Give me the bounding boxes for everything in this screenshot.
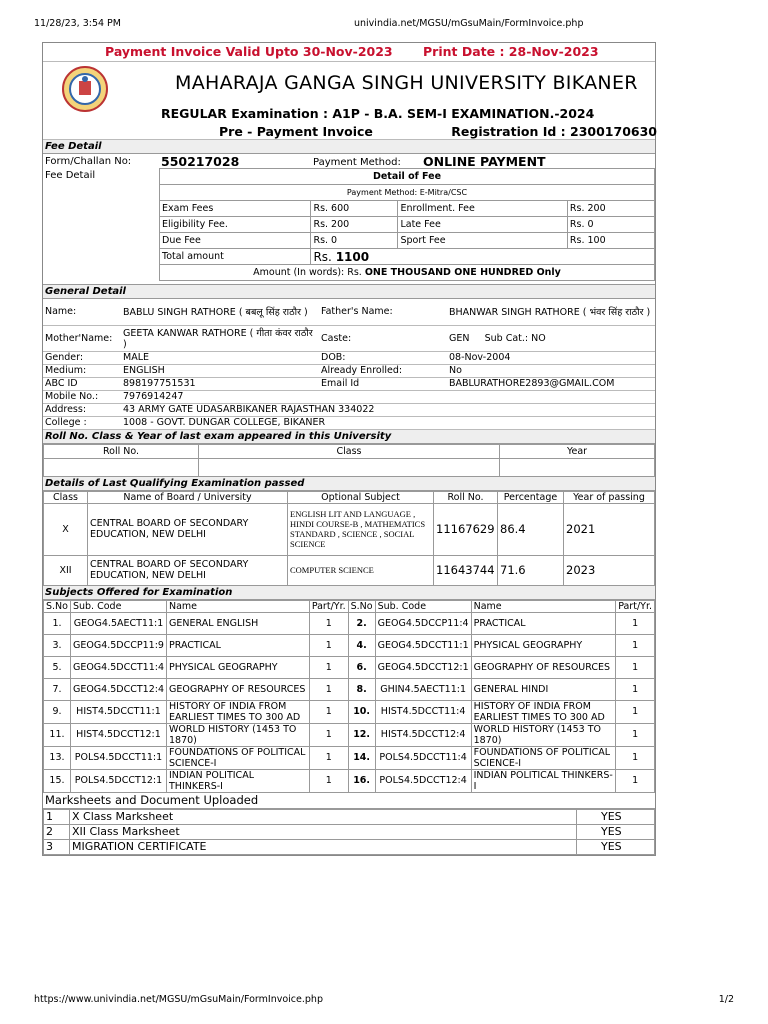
subject-sub-name: GEOGRAPHY OF RESOURCES — [167, 678, 310, 700]
subject-sno: 8. — [348, 678, 375, 700]
footer-url: https://www.univindia.net/MGSU/mGsuMain/FormInvoice.php — [34, 994, 323, 1005]
subject-part-yr: 1 — [616, 634, 655, 656]
year-header: Year — [500, 444, 655, 458]
subject-sub-code: HIST4.5DCCT12:1 — [70, 723, 166, 746]
subject-sub-code: POLS4.5DCCT12:1 — [70, 769, 166, 792]
college-label: College : — [43, 416, 121, 429]
doc-number: 1 — [44, 809, 70, 824]
subject-row — [44, 678, 655, 700]
subject-sno: 11. — [44, 723, 71, 746]
roll-header: Roll No. — [44, 444, 199, 458]
fee-box-title: Detail of Fee — [160, 169, 655, 185]
q-subject: ENGLISH LIT AND LANGUAGE , HINDI COURSE-B , MATHEMATICS STANDARD , SCIENCE , SOCIAL SCIENCE — [288, 503, 434, 555]
enrolled-label: Already Enrolled: — [319, 364, 447, 377]
gender: MALE — [121, 351, 319, 364]
sub-header: Part/Yr. — [309, 600, 348, 612]
subject-sub-name: PHYSICAL GEOGRAPHY — [167, 656, 310, 678]
fee-cell: Sport Fee — [398, 233, 567, 249]
sub-header: Part/Yr. — [616, 600, 655, 612]
fee-cell: Exam Fees — [160, 201, 311, 217]
doc-name: X Class Marksheet — [70, 809, 577, 824]
qualification-table — [43, 491, 655, 586]
fee-box-subtitle: Payment Method: E-Mitra/CSC — [160, 185, 655, 201]
subject-sub-code: GEOG4.5DCCT12:1 — [375, 656, 471, 678]
subject-sub-name: HISTORY OF INDIA FROM EARLIEST TIMES TO 300 AD — [471, 700, 616, 723]
subject-sno: 12. — [348, 723, 375, 746]
form-number: 550217028 — [161, 154, 240, 169]
subject-sub-code: POLS4.5DCCT11:1 — [70, 746, 166, 769]
last-exam-table — [43, 444, 655, 477]
subject-part-yr: 1 — [616, 769, 655, 792]
q-header: Year of passing — [564, 491, 655, 503]
subject-part-yr: 1 — [616, 723, 655, 746]
subject-sno: 1. — [44, 612, 71, 634]
subject-row — [44, 634, 655, 656]
q-header: Class — [44, 491, 88, 503]
fee-cell: Rs. 200 — [567, 201, 654, 217]
student-name: BABLU SINGH RATHORE ( बबलू सिंह राठौर ) — [121, 299, 319, 325]
subject-sub-name: FOUNDATIONS OF POLITICAL SCIENCE-I — [167, 746, 310, 769]
subject-sub-code: HIST4.5DCCT12:4 — [375, 723, 471, 746]
q-percentage: 86.4 — [498, 503, 564, 555]
print-date: Print Date : 28-Nov-2023 — [423, 44, 599, 59]
validity-banner — [43, 43, 655, 62]
q-class: XII — [44, 555, 88, 585]
exam-title: REGULAR Examination : A1P - B.A. SEM-I EXAMINATION.-2024 — [161, 106, 595, 121]
fee-cell: Enrollment. Fee — [398, 201, 567, 217]
amount-words: ONE THOUSAND ONE HUNDRED Only — [364, 267, 561, 278]
doc-number: 2 — [44, 824, 70, 839]
q-roll: 11167629 — [434, 503, 498, 555]
subject-sub-name: FOUNDATIONS OF POLITICAL SCIENCE-I — [471, 746, 616, 769]
general-section-heading: General Detail — [43, 285, 655, 299]
q-header: Name of Board / University — [88, 491, 288, 503]
q-class: X — [44, 503, 88, 555]
father-name: BHANWAR SINGH RATHORE ( भंवर सिंह राठौर ) — [447, 299, 655, 325]
payment-method-label: Payment Method: — [313, 157, 401, 168]
roll-section-heading: Roll No. Class & Year of last exam appeared in this University — [43, 430, 655, 444]
father-label: Father's Name: — [319, 299, 447, 325]
print-url: univindia.net/MGSU/mGsuMain/FormInvoice.php — [354, 18, 584, 29]
sub-header: Name — [167, 600, 310, 612]
email-label: Email Id — [319, 377, 447, 390]
subject-sub-code: GEOG4.5DCCT12:4 — [70, 678, 166, 700]
browser-print-header — [34, 18, 734, 32]
fee-cell: Late Fee — [398, 217, 567, 233]
subject-sub-code: HIST4.5DCCT11:4 — [375, 700, 471, 723]
subject-row — [44, 746, 655, 769]
gender-label: Gender: — [43, 351, 121, 364]
subject-sub-name: INDIAN POLITICAL THINKERS-I — [471, 769, 616, 792]
subjects-table — [43, 600, 655, 793]
mother-name: GEETA KANWAR RATHORE ( गीता कंवर राठौर ) — [121, 325, 319, 351]
subject-part-yr: 1 — [616, 656, 655, 678]
sub-header: S.No — [44, 600, 71, 612]
print-datetime: 11/28/23, 3:54 PM — [34, 18, 121, 29]
subject-row — [44, 700, 655, 723]
caste-label: Caste: — [319, 325, 447, 351]
college: 1008 - GOVT. DUNGAR COLLEGE, BIKANER — [121, 416, 655, 429]
subject-part-yr: 1 — [309, 723, 348, 746]
q-header: Percentage — [498, 491, 564, 503]
subject-sub-name: WORLD HISTORY (1453 TO 1870) — [471, 723, 616, 746]
fee-cell: Rs. 600 — [311, 201, 398, 217]
sub-header: Sub. Code — [70, 600, 166, 612]
q-percentage: 71.6 — [498, 555, 564, 585]
subject-sub-code: GEOG4.5DCCP11:4 — [375, 612, 471, 634]
subject-row — [44, 656, 655, 678]
subject-part-yr: 1 — [616, 746, 655, 769]
caste: GEN — [449, 332, 470, 344]
doc-status: YES — [577, 809, 655, 824]
invoice-type: Pre - Payment Invoice — [219, 124, 373, 139]
subject-part-yr: 1 — [309, 612, 348, 634]
sub-header: Name — [471, 600, 616, 612]
q-year: 2023 — [564, 555, 655, 585]
subject-sub-name: GENERAL HINDI — [471, 678, 616, 700]
subject-sub-name: PRACTICAL — [167, 634, 310, 656]
subject-sub-name: WORLD HISTORY (1453 TO 1870) — [167, 723, 310, 746]
subject-sub-name: HISTORY OF INDIA FROM EARLIEST TIMES TO 300 AD — [167, 700, 310, 723]
subject-sno: 15. — [44, 769, 71, 792]
amount-words-label: Amount (In words): Rs. — [253, 267, 362, 278]
page-number: 1/2 — [718, 994, 734, 1005]
registration-id: Registration Id : 2300170630 — [451, 124, 657, 139]
subject-part-yr: 1 — [309, 634, 348, 656]
subject-sub-code: GEOG4.5DCCT11:1 — [375, 634, 471, 656]
subject-part-yr: 1 — [309, 656, 348, 678]
fee-detail-label: Fee Detail — [45, 170, 96, 181]
subject-sub-name: PRACTICAL — [471, 612, 616, 634]
mobile-label: Mobile No.: — [43, 390, 121, 403]
document-row — [44, 809, 655, 824]
doc-number: 3 — [44, 839, 70, 854]
q-subject: COMPUTER SCIENCE — [288, 555, 434, 585]
fee-cell: Rs. 100 — [567, 233, 654, 249]
university-logo-icon — [61, 65, 109, 113]
document-row — [44, 824, 655, 839]
subject-sno: 5. — [44, 656, 71, 678]
subject-sno: 6. — [348, 656, 375, 678]
q-board: CENTRAL BOARD OF SECONDARY EDUCATION, NEW DELHI — [88, 555, 288, 585]
dob-label: DOB: — [319, 351, 447, 364]
docs-section-heading: Marksheets and Document Uploaded — [43, 793, 655, 809]
subject-part-yr: 1 — [309, 700, 348, 723]
doc-status: YES — [577, 839, 655, 854]
class-header: Class — [199, 444, 500, 458]
dob: 08-Nov-2004 — [447, 351, 655, 364]
subject-part-yr: 1 — [309, 678, 348, 700]
doc-name: XII Class Marksheet — [70, 824, 577, 839]
q-year: 2021 — [564, 503, 655, 555]
subject-sub-name: INDIAN POLITICAL THINKERS-I — [167, 769, 310, 792]
subject-sno: 9. — [44, 700, 71, 723]
fee-table — [159, 168, 655, 281]
subject-row — [44, 723, 655, 746]
university-name: MAHARAJA GANGA SINGH UNIVERSITY BIKANER — [175, 72, 638, 94]
subject-sno: 16. — [348, 769, 375, 792]
payment-method: ONLINE PAYMENT — [423, 154, 546, 169]
fee-cell: Rs. 0 — [311, 233, 398, 249]
mobile: 7976914247 — [121, 390, 655, 403]
subject-sno: 4. — [348, 634, 375, 656]
subject-sno: 7. — [44, 678, 71, 700]
documents-table — [43, 809, 655, 855]
name-label: Name: — [43, 299, 121, 325]
address-label: Address: — [43, 403, 121, 416]
subject-sno: 10. — [348, 700, 375, 723]
subject-sub-code: GEOG4.5DCCT11:4 — [70, 656, 166, 678]
sub-header: S.No — [348, 600, 375, 612]
fee-cell: Due Fee — [160, 233, 311, 249]
abc-id: 898197751531 — [121, 377, 319, 390]
subject-sub-code: HIST4.5DCCT11:1 — [70, 700, 166, 723]
subject-sub-code: GEOG4.5AECT11:1 — [70, 612, 166, 634]
subject-sub-code: POLS4.5DCCT12:4 — [375, 769, 471, 792]
form-label: Form/Challan No: — [45, 156, 132, 167]
invoice-document — [42, 42, 656, 856]
subject-sub-name: GENERAL ENGLISH — [167, 612, 310, 634]
total-label: Total amount — [160, 249, 311, 265]
document-row — [44, 839, 655, 854]
subject-part-yr: 1 — [616, 700, 655, 723]
subject-part-yr: 1 — [616, 678, 655, 700]
browser-print-footer — [34, 994, 734, 1008]
subject-sub-name: PHYSICAL GEOGRAPHY — [471, 634, 616, 656]
title-block — [43, 62, 655, 140]
fee-section-heading: Fee Detail — [43, 140, 655, 154]
subject-sub-code: POLS4.5DCCT11:4 — [375, 746, 471, 769]
subject-sno: 14. — [348, 746, 375, 769]
subject-sub-code: GEOG4.5DCCP11:9 — [70, 634, 166, 656]
subject-sno: 13. — [44, 746, 71, 769]
subject-row — [44, 612, 655, 634]
medium: ENGLISH — [121, 364, 319, 377]
subject-part-yr: 1 — [309, 746, 348, 769]
doc-status: YES — [577, 824, 655, 839]
fee-cell: Rs. 200 — [311, 217, 398, 233]
abc-label: ABC ID — [43, 377, 121, 390]
already-enrolled: No — [447, 364, 655, 377]
subject-sno: 3. — [44, 634, 71, 656]
fee-cell: Eligibility Fee. — [160, 217, 311, 233]
email: BABLURATHORE2893@GMAIL.COM — [447, 377, 655, 390]
q-roll: 11643744 — [434, 555, 498, 585]
subject-sno: 2. — [348, 612, 375, 634]
sub-category: Sub Cat.: NO — [484, 332, 546, 344]
qualification-section-heading: Details of Last Qualifying Examination passed — [43, 477, 655, 491]
subjects-section-heading: Subjects Offered for Examination — [43, 586, 655, 600]
q-header: Optional Subject — [288, 491, 434, 503]
subject-sub-code: GHIN4.5AECT11:1 — [375, 678, 471, 700]
subject-sub-name: GEOGRAPHY OF RESOURCES — [471, 656, 616, 678]
doc-name: MIGRATION CERTIFICATE — [70, 839, 577, 854]
mother-label: Mother'Name: — [43, 325, 121, 351]
general-detail-table — [43, 299, 655, 430]
medium-label: Medium: — [43, 364, 121, 377]
sub-header: Sub. Code — [375, 600, 471, 612]
q-header: Roll No. — [434, 491, 498, 503]
subject-part-yr: 1 — [616, 612, 655, 634]
subject-part-yr: 1 — [309, 769, 348, 792]
total-prefix: Rs. — [313, 249, 332, 264]
address: 43 ARMY GATE UDASARBIKANER RAJASTHAN 334022 — [121, 403, 655, 416]
subject-row — [44, 769, 655, 792]
valid-upto: Payment Invoice Valid Upto 30-Nov-2023 — [105, 44, 393, 59]
fee-section — [43, 154, 655, 285]
q-board: CENTRAL BOARD OF SECONDARY EDUCATION, NEW DELHI — [88, 503, 288, 555]
fee-cell: Rs. 0 — [567, 217, 654, 233]
total-amount: 1100 — [335, 249, 370, 264]
